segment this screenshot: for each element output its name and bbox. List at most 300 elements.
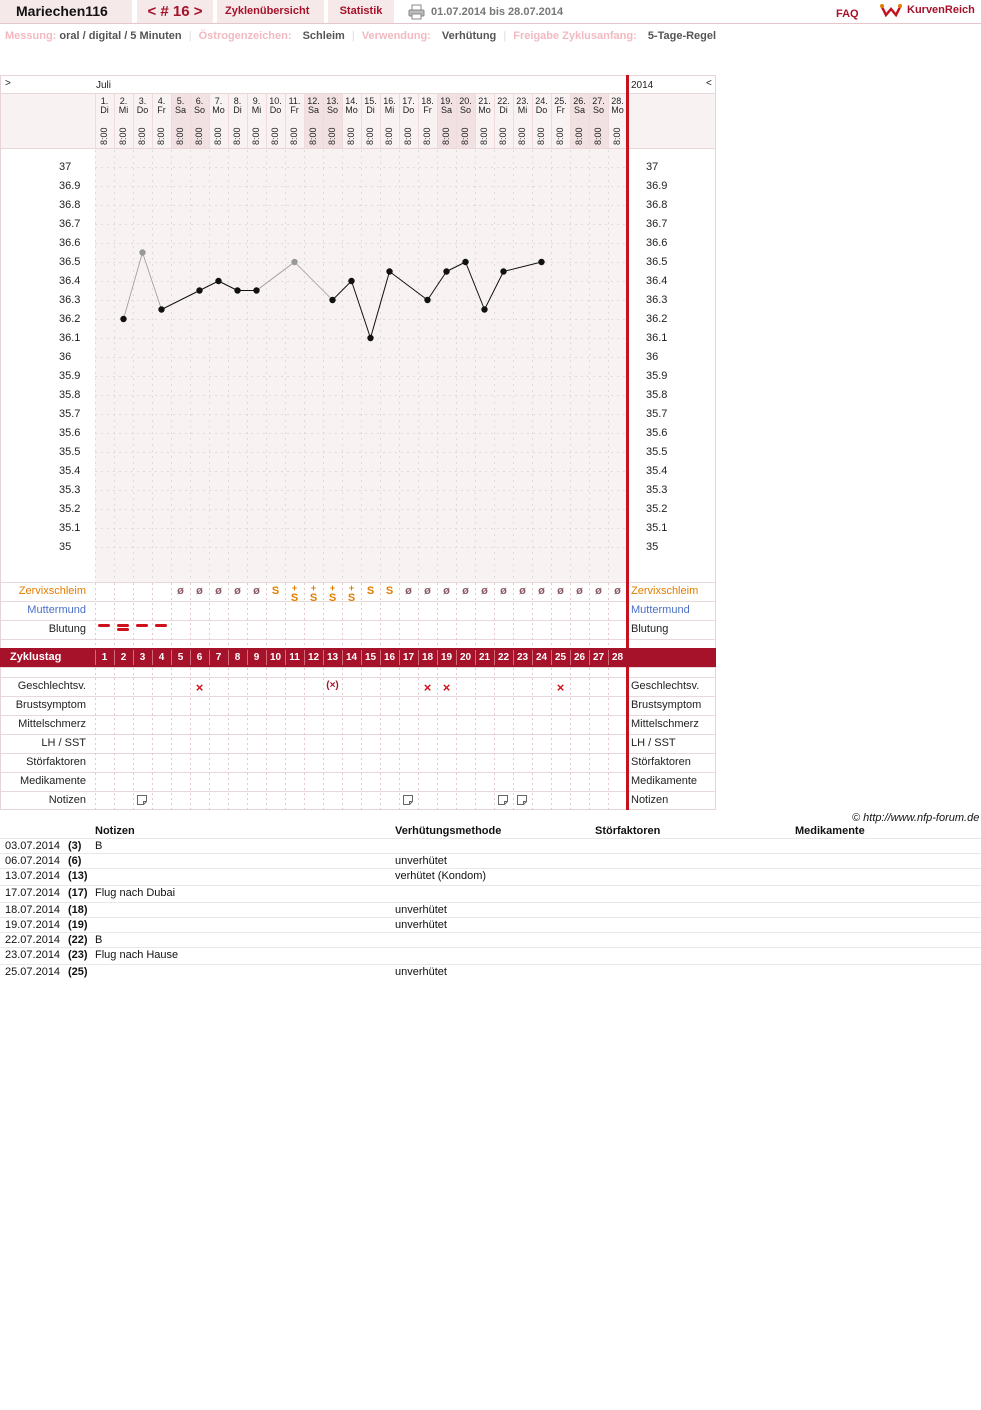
day-number: 4.	[157, 96, 166, 106]
day-number: 24.	[535, 96, 548, 106]
note-cycle-day: (25)	[68, 966, 88, 978]
measure-time: 8:00	[156, 127, 166, 145]
weekday-label: So	[193, 105, 205, 115]
y-tick-label: 36	[59, 351, 72, 363]
cervix-mark: ø	[215, 585, 222, 597]
note-cycle-day: (22)	[68, 934, 88, 946]
y-tick-label-right: 35.2	[646, 503, 668, 515]
y-tick-label: 35.8	[59, 389, 81, 401]
measure-time: 8:00	[308, 127, 318, 145]
cycle-day-number: 4	[158, 652, 165, 663]
row-label-cervix_os: Muttermund	[27, 604, 86, 616]
measure-time: 8:00	[365, 127, 375, 145]
day-number: 16.	[383, 96, 396, 106]
temperature-curve	[0, 0, 716, 810]
row-label-right-notes: Notizen	[631, 794, 669, 806]
row-label-intercourse: Geschlechtsv.	[17, 680, 86, 692]
day-number: 26.	[573, 96, 586, 106]
measure-time: 8:00	[574, 127, 584, 145]
cervix-mark: + S	[347, 583, 356, 604]
cycle-overview-tab[interactable]: Zyklenübersicht	[217, 0, 324, 23]
day-number: 6.	[195, 96, 204, 106]
notes-row-divider	[0, 902, 981, 903]
note-method: unverhütet	[395, 919, 447, 931]
cervix-mark: ø	[614, 585, 621, 597]
intercourse-mark: ×	[556, 680, 565, 695]
weekday-label: Sa	[573, 105, 585, 115]
cycle-day-number: 24	[535, 652, 548, 663]
measure-time: 8:00	[232, 127, 242, 145]
temperature-point[interactable]	[158, 306, 164, 312]
y-tick-label: 36.7	[59, 218, 81, 230]
note-method: unverhütet	[395, 855, 447, 867]
weekday-label: Di	[366, 105, 375, 115]
y-tick-label-right: 35.6	[646, 427, 668, 439]
day-number: 21.	[478, 96, 491, 106]
temperature-point[interactable]	[386, 268, 392, 274]
y-tick-label: 35	[59, 541, 72, 553]
weekday-label: Mo	[345, 105, 358, 115]
row-label-notes: Notizen	[48, 794, 86, 806]
y-tick-label: 36.5	[59, 256, 81, 268]
row-label-right-bleeding: Blutung	[631, 623, 669, 635]
cycle-day-number: 2	[120, 652, 127, 663]
cycle-day-number: 15	[364, 652, 377, 663]
row-label-disturb: Störfaktoren	[26, 756, 86, 768]
cycle-day-number: 10	[269, 652, 282, 663]
cycle-day-number: 16	[383, 652, 396, 663]
note-text: B	[95, 840, 103, 852]
cervix-mark: ø	[443, 585, 450, 597]
cycle-day-number: 14	[345, 652, 358, 663]
row-label-cervix: Zervixschleim	[18, 585, 86, 597]
weekday-label: Do	[402, 105, 415, 115]
weekday-label: Do	[269, 105, 282, 115]
y-tick-label-right: 36.7	[646, 218, 668, 230]
cycle-day-number: 5	[177, 652, 184, 663]
cycle-day-number: 12	[307, 652, 320, 663]
cycle-day-number: 7	[215, 652, 222, 663]
temperature-point[interactable]	[538, 259, 544, 265]
username-tab[interactable]: Mariechen116	[0, 0, 132, 23]
row-label-right-cervix_os: Muttermund	[631, 604, 690, 616]
intercourse-mark: ×	[442, 680, 451, 695]
y-tick-label-right: 35.3	[646, 484, 668, 496]
cervix-mark: ø	[234, 585, 241, 597]
y-tick-label: 35.4	[59, 465, 81, 477]
day-number: 28.	[611, 96, 624, 106]
measure-time: 8:00	[99, 127, 109, 145]
measure-time: 8:00	[403, 127, 413, 145]
note-date: 17.07.2014	[5, 887, 61, 899]
cervix-mark: ø	[253, 585, 260, 597]
method-header: Verhütungsmethode	[395, 825, 502, 837]
y-tick-label: 35.7	[59, 408, 81, 420]
day-number: 11.	[288, 96, 301, 106]
cycle-day-number: 20	[459, 652, 472, 663]
cervix-mark: ø	[481, 585, 488, 597]
cycle-day-number: 13	[326, 652, 339, 663]
copyright: © http://www.nfp-forum.de	[852, 812, 980, 824]
y-tick-label-right: 36.4	[646, 275, 668, 287]
temperature-point[interactable]	[234, 287, 240, 293]
temperature-point[interactable]	[120, 316, 126, 322]
cycle-day-number: 21	[478, 652, 491, 663]
prev-cycle-arrow[interactable]: >	[5, 78, 11, 89]
cycle-day-number: 17	[402, 652, 415, 663]
weekday-label: Do	[535, 105, 548, 115]
notes-row-divider	[0, 917, 981, 918]
meds-header: Medikamente	[795, 825, 865, 837]
cycle-navigator[interactable]: < # 16 >	[137, 0, 213, 23]
measure-time: 8:00	[479, 127, 489, 145]
temperature-point[interactable]	[481, 306, 487, 312]
cervix-mark: ø	[405, 585, 412, 597]
day-number: 14.	[345, 96, 358, 106]
weekday-label: Mo	[611, 105, 624, 115]
temperature-point[interactable]	[291, 259, 297, 265]
temperature-segment	[162, 291, 200, 310]
weekday-label: Fr	[423, 105, 432, 115]
cycle-day-band	[0, 648, 716, 667]
cervix-mark: ø	[196, 585, 203, 597]
weekday-label: Mo	[478, 105, 491, 115]
measure-time: 8:00	[498, 127, 508, 145]
day-number: 17.	[402, 96, 415, 106]
cervix-mark: + S	[290, 583, 299, 604]
y-tick-label: 35.3	[59, 484, 81, 496]
cervix-mark: S	[271, 585, 280, 597]
weekday-label: Mi	[118, 105, 129, 115]
temperature-point[interactable]	[500, 268, 506, 274]
cervix-mark: + S	[309, 583, 318, 604]
temperature-point[interactable]	[443, 268, 449, 274]
day-number: 20.	[459, 96, 472, 106]
weekday-label: Mi	[251, 105, 262, 115]
row-label-right-intercourse: Geschlechtsv.	[631, 680, 700, 692]
usage-value: Verhütung	[441, 30, 497, 42]
cervix-mark: S	[366, 585, 375, 597]
cycle-day-number: 6	[196, 652, 203, 663]
notes-row-divider	[0, 885, 981, 886]
intercourse-mark: (×)	[326, 680, 339, 691]
y-tick-label: 35.2	[59, 503, 81, 515]
next-cycle-arrow[interactable]: <	[706, 78, 712, 89]
note-method: verhütet (Kondom)	[395, 870, 487, 882]
cervix-mark: + S	[328, 583, 337, 604]
weekday-label: Sa	[174, 105, 186, 115]
note-date: 22.07.2014	[5, 934, 61, 946]
cycle-day-number: 22	[497, 652, 510, 663]
weekday-label: Fr	[290, 105, 299, 115]
measure-time: 8:00	[327, 127, 337, 145]
day-number: 22.	[497, 96, 510, 106]
row-label-right-midpain: Mittelschmerz	[631, 718, 699, 730]
measure-time: 8:00	[384, 127, 394, 145]
weekday-label: So	[326, 105, 338, 115]
row-label-right-breast: Brustsymptom	[631, 699, 702, 711]
kurvenreich-logo-icon	[880, 1, 902, 19]
measure-time: 8:00	[555, 127, 565, 145]
cycle-day-number: 8	[234, 652, 241, 663]
temperature-segment	[371, 272, 390, 339]
day-number: 23.	[516, 96, 529, 106]
row-label-lh: LH / SST	[41, 737, 86, 749]
month-label: Juli	[96, 80, 112, 91]
temperature-point[interactable]	[215, 278, 221, 284]
day-number: 19.	[440, 96, 453, 106]
usage-label: Verwendung:	[361, 30, 431, 42]
notes-row-divider	[0, 853, 981, 854]
day-number: 8.	[233, 96, 242, 106]
notes-row-divider	[0, 947, 981, 948]
weekday-label: Di	[499, 105, 508, 115]
day-number: 9.	[252, 96, 261, 106]
row-label-right-disturb: Störfaktoren	[631, 756, 691, 768]
y-tick-label: 36.1	[59, 332, 81, 344]
temperature-segment	[333, 281, 352, 300]
weekday-label: So	[592, 105, 604, 115]
note-date: 06.07.2014	[5, 855, 61, 867]
temperature-point[interactable]	[348, 278, 354, 284]
cycle-settings: Messung: oral / digital / 5 Minuten | Östrogenzeichen: Schleim | Verwendung: Verhütung | Freigabe Zyklusanfang: 5-Tage-Regel	[5, 30, 717, 42]
weekday-label: Mi	[517, 105, 528, 115]
y-tick-label-right: 36.9	[646, 180, 668, 192]
y-tick-label-right: 36.5	[646, 256, 668, 268]
row-label-midpain: Mittelschmerz	[18, 718, 86, 730]
day-number: 5.	[176, 96, 185, 106]
weekday-label: Mo	[212, 105, 225, 115]
cycle-day-number: 1	[101, 652, 108, 663]
y-tick-label: 36.4	[59, 275, 81, 287]
cervix-mark: ø	[424, 585, 431, 597]
note-cycle-day: (19)	[68, 919, 88, 931]
temperature-segment	[257, 262, 295, 291]
note-cycle-day: (13)	[68, 870, 88, 882]
y-tick-label: 36.8	[59, 199, 81, 211]
day-number: 27.	[592, 96, 605, 106]
day-number: 2.	[119, 96, 128, 106]
note-method: unverhütet	[395, 904, 447, 916]
y-tick-label: 35.9	[59, 370, 81, 382]
cycle-day-number: 19	[440, 652, 453, 663]
cycle-day-number: 27	[592, 652, 605, 663]
row-label-right-cervix: Zervixschleim	[631, 585, 699, 597]
y-tick-label: 36.6	[59, 237, 81, 249]
measure-time: 8:00	[441, 127, 451, 145]
note-date: 23.07.2014	[5, 949, 61, 961]
notes-header: Notizen	[95, 825, 135, 837]
measure-time: 8:00	[251, 127, 261, 145]
y-tick-label: 36.3	[59, 294, 81, 306]
cycle-day-number: 28	[611, 652, 624, 663]
measure-time: 8:00	[460, 127, 470, 145]
temperature-point[interactable]	[462, 259, 468, 265]
notes-row-divider	[0, 932, 981, 933]
note-date: 25.07.2014	[5, 966, 61, 978]
intercourse-mark: ×	[423, 680, 432, 695]
y-tick-label: 35.1	[59, 522, 81, 534]
temperature-segment	[504, 262, 542, 272]
cervix-mark: ø	[576, 585, 583, 597]
note-date: 19.07.2014	[5, 919, 61, 931]
statistics-tab[interactable]: Statistik	[328, 0, 394, 23]
y-tick-label-right: 36.6	[646, 237, 668, 249]
y-tick-label: 35.6	[59, 427, 81, 439]
notes-row-divider	[0, 868, 981, 869]
intercourse-mark: ×	[195, 680, 204, 695]
y-tick-label: 36.9	[59, 180, 81, 192]
day-number: 3.	[138, 96, 147, 106]
cervix-mark: ø	[519, 585, 526, 597]
measure-time: 8:00	[517, 127, 527, 145]
measure-time: 8:00	[536, 127, 546, 145]
disturb-header: Störfaktoren	[595, 825, 661, 837]
estrogen-value: Schleim	[302, 30, 345, 42]
note-method: unverhütet	[395, 966, 447, 978]
weekday-label: Di	[233, 105, 242, 115]
cervix-mark: ø	[462, 585, 469, 597]
cycle-day-number: 3	[139, 652, 146, 663]
kurvenreich-logo-text[interactable]: KurvenReich	[907, 4, 975, 16]
cycle-day-number: 23	[516, 652, 529, 663]
y-tick-label-right: 36	[646, 351, 659, 363]
measure-time: 8:00	[194, 127, 204, 145]
weekday-label: Sa	[440, 105, 452, 115]
weekday-label: Di	[100, 105, 109, 115]
note-date: 13.07.2014	[5, 870, 61, 882]
measure-label: Messung:	[5, 30, 57, 42]
faq-link[interactable]: FAQ	[836, 8, 859, 20]
measure-time: 8:00	[612, 127, 622, 145]
cervix-mark: ø	[557, 585, 564, 597]
temperature-segment	[124, 253, 143, 320]
measure-time: 8:00	[175, 127, 185, 145]
weekday-label: Fr	[157, 105, 166, 115]
temperature-point[interactable]	[139, 249, 145, 255]
y-tick-label: 37	[59, 161, 72, 173]
row-label-bleeding: Blutung	[48, 623, 86, 635]
note-date: 03.07.2014	[5, 840, 61, 852]
y-tick-label-right: 36.8	[646, 199, 668, 211]
cycle-day-number: 25	[554, 652, 567, 663]
note-text: Flug nach Hause	[95, 949, 179, 961]
temperature-point[interactable]	[196, 287, 202, 293]
note-date: 18.07.2014	[5, 904, 61, 916]
row-label-breast: Brustsymptom	[15, 699, 86, 711]
temperature-point[interactable]	[367, 335, 373, 341]
note-text: Flug nach Dubai	[95, 887, 176, 899]
temperature-point[interactable]	[253, 287, 259, 293]
day-number: 7.	[214, 96, 223, 106]
row-label-meds: Medikamente	[19, 775, 86, 787]
note-text: B	[95, 934, 103, 946]
cycle-end-marker	[626, 75, 629, 810]
temperature-point[interactable]	[424, 297, 430, 303]
y-tick-label-right: 37	[646, 161, 659, 173]
note-cycle-day: (23)	[68, 949, 88, 961]
y-tick-label-right: 36.1	[646, 332, 668, 344]
temperature-segment	[143, 253, 162, 310]
day-number: 25.	[554, 96, 567, 106]
weekday-label: Mi	[384, 105, 395, 115]
measure-time: 8:00	[118, 127, 128, 145]
y-tick-label-right: 35.5	[646, 446, 668, 458]
temperature-segment	[485, 272, 504, 310]
note-cycle-day: (6)	[68, 855, 82, 867]
measure-time: 8:00	[422, 127, 432, 145]
y-tick-label-right: 36.3	[646, 294, 668, 306]
measure-time: 8:00	[346, 127, 356, 145]
year-label: 2014	[631, 80, 654, 91]
cycle-day-number: 26	[573, 652, 586, 663]
row-label-right-lh: LH / SST	[631, 737, 676, 749]
temperature-segment	[295, 262, 333, 300]
cycle-day-number: 11	[289, 652, 300, 663]
y-tick-label-right: 35.1	[646, 522, 668, 534]
measure-time: 8:00	[137, 127, 147, 145]
cycle-day-number: 9	[253, 652, 260, 663]
note-cycle-day: (17)	[68, 887, 88, 899]
release-value: 5-Tage-Regel	[647, 30, 717, 42]
cervix-mark: ø	[595, 585, 602, 597]
measure-time: 8:00	[289, 127, 299, 145]
cervix-mark: ø	[500, 585, 507, 597]
y-tick-label-right: 35.7	[646, 408, 668, 420]
weekday-label: Fr	[556, 105, 565, 115]
measure-time: 8:00	[270, 127, 280, 145]
cervix-mark: ø	[538, 585, 545, 597]
cycle-day-label: Zyklustag	[10, 651, 62, 663]
date-range: 01.07.2014 bis 28.07.2014	[431, 6, 564, 18]
release-label: Freigabe Zyklusanfang:	[513, 30, 637, 42]
temperature-segment	[466, 262, 485, 310]
temperature-point[interactable]	[329, 297, 335, 303]
day-number: 10.	[269, 96, 282, 106]
temperature-segment	[390, 272, 428, 301]
y-tick-label: 35.5	[59, 446, 81, 458]
y-tick-label-right: 35.8	[646, 389, 668, 401]
y-tick-label: 36.2	[59, 313, 81, 325]
weekday-label: Do	[136, 105, 149, 115]
cervix-mark: S	[385, 585, 394, 597]
y-tick-label-right: 35.4	[646, 465, 668, 477]
cervix-mark: ø	[177, 585, 184, 597]
measure-time: 8:00	[593, 127, 603, 145]
row-label-right-meds: Medikamente	[631, 775, 698, 787]
y-tick-label-right: 35	[646, 541, 659, 553]
day-number: 13.	[326, 96, 339, 106]
temperature-segment	[352, 281, 371, 338]
y-tick-label-right: 36.2	[646, 313, 668, 325]
notes-row-divider	[0, 964, 981, 965]
notes-row-divider	[0, 838, 981, 839]
day-number: 12.	[307, 96, 320, 106]
temperature-segment	[428, 272, 447, 301]
weekday-label: So	[459, 105, 471, 115]
measure-time: 8:00	[213, 127, 223, 145]
day-number: 15.	[364, 96, 377, 106]
day-number: 18.	[421, 96, 434, 106]
measure-value: oral / digital / 5 Minuten	[59, 30, 182, 42]
estrogen-label: Östrogenzeichen:	[198, 30, 292, 42]
note-cycle-day: (18)	[68, 904, 88, 916]
weekday-label: Sa	[307, 105, 319, 115]
day-number: 1.	[100, 96, 109, 106]
note-cycle-day: (3)	[68, 840, 82, 852]
cycle-day-number: 18	[421, 652, 434, 663]
y-tick-label-right: 35.9	[646, 370, 668, 382]
